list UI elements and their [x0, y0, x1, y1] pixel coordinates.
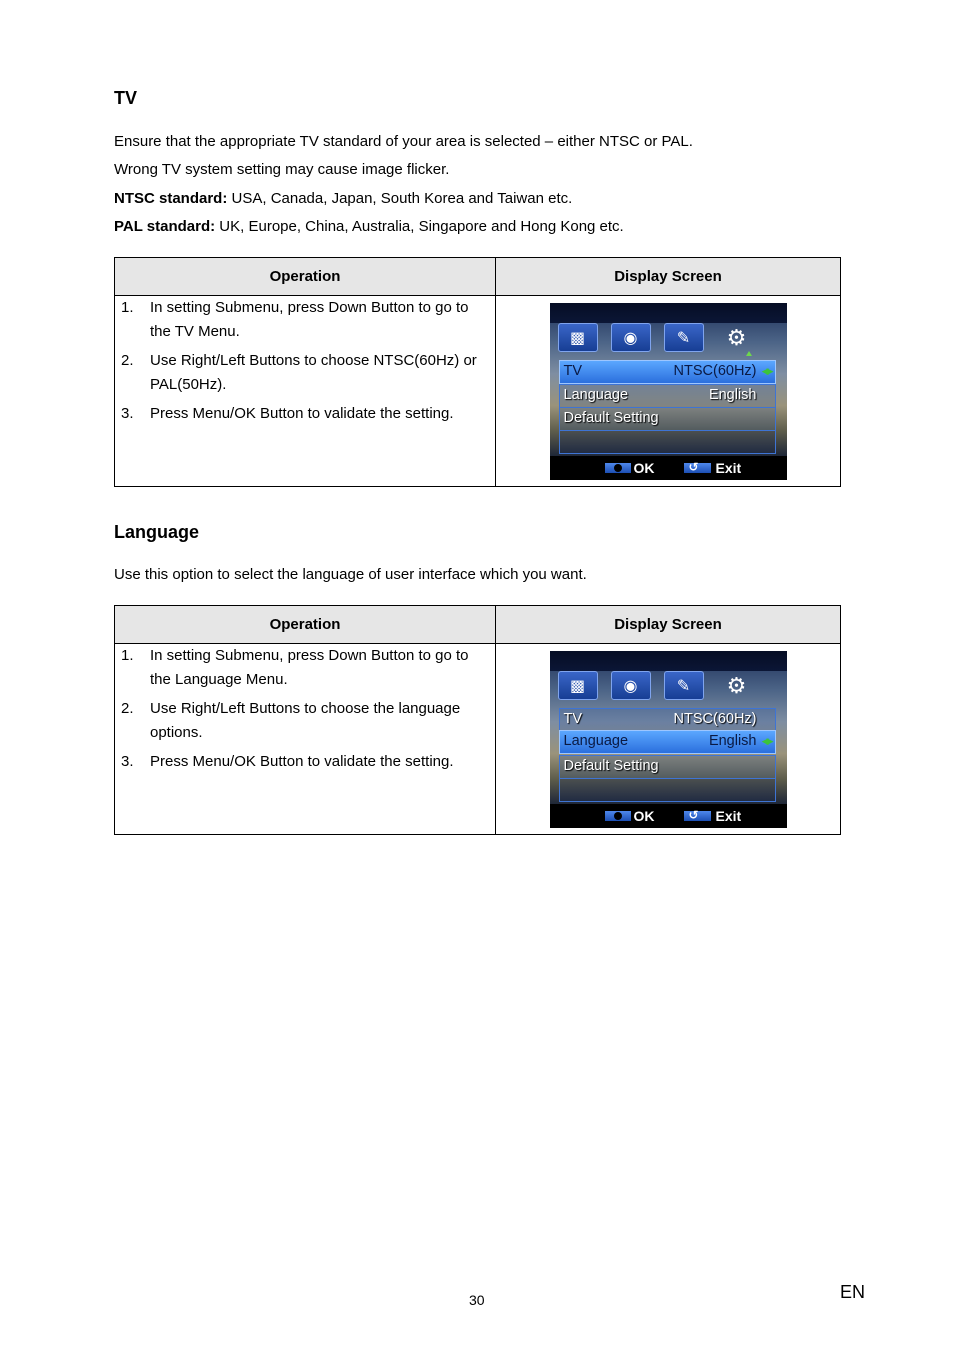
language-heading: Language: [114, 522, 200, 542]
step-text: Press Menu/OK Button to validate the setting.: [150, 405, 454, 422]
ok-label: OK: [633, 808, 655, 824]
exit-label: Exit: [715, 808, 742, 824]
step-item: [121, 402, 487, 426]
menu-row-key: Language: [563, 733, 629, 749]
step-item: [121, 750, 487, 774]
menu-row-key: Default Setting: [563, 758, 659, 774]
palette-icon: ✎: [664, 323, 704, 352]
ok-button-icon: [605, 463, 631, 473]
step-item: [121, 644, 487, 692]
left-right-arrow-icon: ◀▶: [761, 366, 772, 376]
display-screen-cell: [496, 644, 841, 835]
menu-tab-icons: [558, 323, 770, 353]
ok-label: OK: [633, 460, 655, 476]
step-text: Use Right/Left Buttons to choose the language options.: [150, 700, 461, 741]
menu-row-language: [559, 730, 776, 754]
gear-icon: ⚙: [726, 672, 747, 698]
screen-bottom-bar: [550, 456, 787, 480]
menu-row-key: TV: [563, 711, 583, 727]
step-text: Press Menu/OK Button to validate the setting.: [150, 753, 454, 770]
display-screen-header: Display Screen: [496, 606, 841, 644]
step-item: [121, 349, 487, 397]
page-number: 30: [469, 1292, 485, 1308]
ntsc-standard-line: [114, 190, 572, 207]
menu-row-value: NTSC(60Hz): [673, 363, 757, 379]
language-code: EN: [840, 1282, 866, 1302]
language-intro: Use this option to select the language of user interface which you want.: [114, 566, 587, 583]
camera-icon: ◉: [611, 671, 651, 700]
menu-row-key: Language: [563, 387, 629, 403]
menu-row-empty: [559, 778, 776, 802]
display-screen-cell: [496, 296, 841, 487]
menu-row-language: [559, 384, 776, 408]
pal-standard-line: [114, 218, 624, 235]
operation-header: Operation: [115, 258, 496, 296]
operation-steps: [121, 644, 487, 774]
pal-text: UK, Europe, China, Australia, Singapore and Hong Kong etc.: [215, 218, 624, 235]
ntsc-text: USA, Canada, Japan, South Korea and Taiwan etc.: [227, 190, 573, 207]
gear-icon: ⚙: [726, 324, 747, 350]
language-operation-table: [114, 605, 841, 835]
menu-row-key: TV: [563, 363, 583, 379]
step-number: 1.: [121, 299, 134, 316]
up-arrow-icon: [746, 351, 752, 356]
tv-operation-table: [114, 257, 841, 487]
screen-bottom-bar: [550, 804, 787, 828]
menu-row-tv: [559, 708, 776, 732]
screen-top-bar: [550, 303, 787, 323]
step-text: In setting Submenu, press Down Button to go to the Language Menu.: [150, 647, 469, 688]
tv-intro-1: Ensure that the appropriate TV standard of your area is selected – either NTSC or PAL.: [114, 133, 693, 150]
step-text: Use Right/Left Buttons to choose NTSC(60Hz) or PAL(50Hz).: [150, 352, 477, 393]
menu-row-key: Default Setting: [563, 410, 659, 426]
step-number: 1.: [121, 647, 134, 664]
tv-intro-2: Wrong TV system setting may cause image flicker.: [114, 161, 450, 178]
exit-label: Exit: [715, 460, 742, 476]
menu-row-empty: [559, 430, 776, 454]
menu-tab-icons: [558, 671, 770, 701]
operation-header: Operation: [115, 606, 496, 644]
operation-steps-cell: [115, 296, 496, 487]
display-screen-header: Display Screen: [496, 258, 841, 296]
step-item: [121, 296, 487, 344]
menu-row-value: NTSC(60Hz): [673, 711, 757, 727]
step-number: 3.: [121, 753, 134, 770]
step-text: In setting Submenu, press Down Button to go to the TV Menu.: [150, 299, 469, 340]
menu-row-tv: [559, 360, 776, 384]
video-camera-icon: ▩: [558, 671, 598, 700]
video-camera-icon: ▩: [558, 323, 598, 352]
pal-label: PAL standard:: [114, 218, 216, 235]
menu-row-default-setting: [559, 407, 776, 431]
camera-menu-screen-language: [550, 651, 787, 828]
step-number: 2.: [121, 352, 134, 369]
operation-steps-cell: [115, 644, 496, 835]
step-item: [121, 697, 487, 745]
left-right-arrow-icon: ◀▶: [761, 736, 772, 746]
screen-top-bar: [550, 651, 787, 671]
ok-button-icon: [605, 811, 631, 821]
operation-steps: [121, 296, 487, 426]
tv-heading: TV: [114, 88, 138, 108]
menu-row-default-setting: [559, 755, 776, 779]
step-number: 3.: [121, 405, 134, 422]
step-number: 2.: [121, 700, 134, 717]
return-button-icon: ↺: [684, 811, 711, 821]
palette-icon: ✎: [664, 671, 704, 700]
camera-icon: ◉: [611, 323, 651, 352]
return-button-icon: ↺: [684, 463, 711, 473]
menu-row-value: English: [708, 387, 757, 403]
menu-row-value: English: [708, 733, 757, 749]
camera-menu-screen-tv: [550, 303, 787, 480]
ntsc-label: NTSC standard:: [114, 190, 228, 207]
